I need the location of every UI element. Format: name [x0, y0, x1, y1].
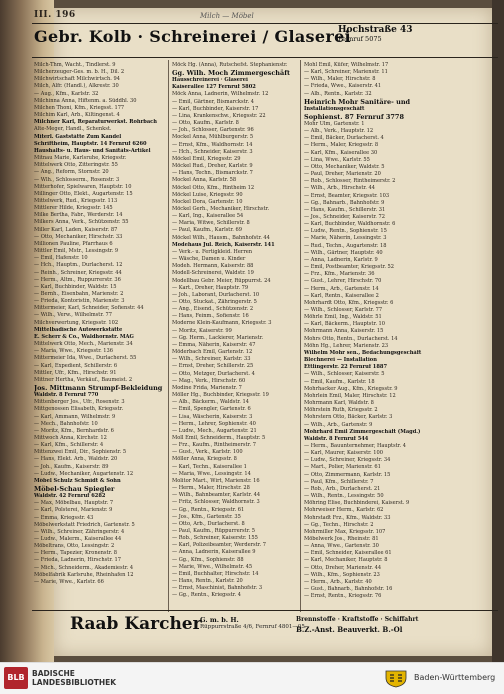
directory-entry: — Wilh., Schreiner, Karlstr. 33 — [172, 356, 251, 363]
directory-entry: Modeh. Hermann, Kaiserstr. 88 — [172, 263, 254, 270]
directory-entry: — Karl, Polizeibeamter, Werderstr. 7 — [172, 542, 267, 549]
directory-column-3 — [304, 62, 432, 610]
directory-entry: — Frz., Kaufm., Rintheimerstr. 7 — [172, 442, 256, 449]
directory-entry: — Ernst, Beamter, Kriegsstr. 103 — [304, 192, 390, 199]
directory-entry: — Maria, Wwe., Lessingstr. 14 — [172, 470, 251, 477]
directory-entry: Mockel Anna, Karlstr. 58 — [172, 177, 237, 184]
page-edge — [492, 0, 504, 662]
directory-entry: Möbeltrans, Otto, Lessingstr. 2 — [34, 543, 115, 550]
directory-entry: — Ang., Reform, Stornstr. 20 — [34, 169, 109, 176]
directory-entry: Mockel Anna, Mühlburgerstr. 5 — [172, 134, 254, 141]
directory-entry: Möller Hg., Buchbinder, Kriegsstr. 19 — [172, 392, 269, 399]
page-number: III. 196 — [34, 10, 76, 20]
directory-entry: — Herm., Arb., Gartenstr. 14 — [304, 285, 379, 292]
directory-entry: Möck Hg. (Anna), Rutschefst. Stephanienstr. — [172, 62, 288, 68]
directory-entry: Mohl Emil, Küfer, Wilhelmstr. 17 — [304, 62, 389, 68]
directory-entry: Mitnau Marie, Karlsruhe, Kriegsstr. — [34, 155, 127, 162]
directory-entry: — Karl, Ing., Kaiserallee 54 — [172, 213, 244, 220]
directory-entry: — Paul, Kaufm., Karlstr. 69 — [172, 227, 242, 234]
directory-entry: — Herm., Maler, Kriegsstr. 8 — [304, 142, 379, 149]
directory-entry: — Emil, Spengler, Gartenstr. 6 — [172, 406, 251, 413]
directory-entry: — Wilh., Schlosser, Kaiserstr. 5 — [304, 371, 385, 378]
directory-entry: — Joh., Kaufm., Kaiserstr. 89 — [34, 463, 109, 470]
directory-entry: Möckel Rud., Dreher, Karlstr. 9 — [172, 163, 253, 170]
directory-entry: Modine Frida, Marienstr. 7 — [172, 384, 242, 391]
directory-entry: — Otto, Kaufm., Karlstr. 8 — [172, 120, 239, 127]
directory-entry: — Otto, Arb., Durlacherst. 8 — [172, 520, 245, 527]
directory-entry: — Marie, Wwe., Karlstr. 66 — [34, 578, 104, 585]
directory-entry: — Ludw., Mech., Augartenstr. 21 — [172, 427, 257, 434]
directory-entry: — Karl, Kfm., Kaiserallee 30 — [304, 149, 378, 156]
directory-entry: Mohrmann Karl, Waldstr. 8 — [304, 400, 374, 407]
directory-entry: Möhrle Emil, Ing., Waldstr. 51 — [304, 314, 382, 321]
directory-entry: — Hch., Schneider, Kaiserstr. 3 — [172, 148, 253, 155]
directory-entry: Mohr Ulm, Gartenstr. 1 — [304, 120, 365, 127]
directory-entry: Mittwoch Anna, Kirchstr. 12 — [34, 434, 107, 441]
directory-entry: Alte-Meger, Handl., Schenkst. — [34, 126, 112, 133]
directory-entry: — Karl, Mechaniker, Hauptstr. 8 — [304, 557, 388, 564]
directory-entry: — Emil, Schneider, Kaiserallee 61 — [304, 550, 392, 557]
directory-entry: Möbel Schulz Schmidt & Sohn — [34, 477, 121, 484]
directory-entry: Möckel Emil, Kriegsstr. 29 — [172, 155, 241, 162]
directory-entry: — Reinh., Schreiner, Kriegsstr. 44 — [34, 269, 122, 276]
directory-entry: — Emil, Kaufm., Karlstr. 18 — [304, 378, 375, 385]
state-coat-of-arms-icon — [382, 668, 410, 688]
directory-entry: Mittler, Ufr., Kfm., Hirschstr. 91 — [34, 369, 117, 376]
directory-entry: — Hans, Elekt. Arb., Waldstr. 20 — [34, 456, 118, 463]
directory-entry: — Moritz, Kfm., Bernhardstr. 6 — [34, 427, 114, 434]
directory-entry: — Rob., Schlosser, Rintheimerstr. 2 — [304, 178, 396, 185]
directory-entry: — Lina, Krankenschw., Kriegsstr. 22 — [172, 112, 266, 119]
footer-ad-gmbh: G. m. b. H. — [200, 616, 239, 624]
directory-entry: — Gust., Bahnarb., Bahnhofstr. 16 — [304, 586, 393, 593]
directory-entry: Möhring Elise, Buchbinderei, Kaiserst. 9 — [304, 500, 410, 507]
directory-entry: Mittler Emil, Mstr., Lessingstr. 9 — [34, 248, 119, 255]
directory-entry: — Herm., Lehrer, Sophienstr. 40 — [172, 420, 256, 427]
directory-entry: Hausschreinerei · Glaserei — [172, 77, 248, 84]
directory-column-2 — [172, 62, 299, 610]
directory-entry: Mittelwerk Otto, Mech., Marienstr. 34 — [34, 341, 133, 348]
directory-entry: Mittermeier, Karl, Schneider, Sofienstr. 44 — [34, 305, 144, 312]
directory-entry: Milke Bertha, Fabr., Werderstr. 14 — [34, 212, 123, 219]
directory-entry: — Mag., Verk., Hirschstr. 60 — [172, 377, 246, 384]
directory-entry: — Herm., Bauunternehmer, Hauptstr. 4 — [304, 442, 407, 449]
directory-entry: Millionen Pauline, Pfarrhaus 6 — [34, 240, 113, 247]
directory-entry: — Anna, Wwe., Gartenstr. 30 — [304, 543, 379, 550]
directory-entry: — Karl, Kfm., Schillerstr. 4 — [34, 442, 104, 449]
directory-entry: Milchwirtschaft Milchwirtsch. 94 — [34, 76, 120, 83]
directory-entry: Milcherzeuger-Ges. m. b. H., Dil. 2 — [34, 69, 125, 76]
directory-entry: Mittenberger Jos., Ufr., Rosenstr. 3 — [34, 399, 125, 406]
directory-entry: — Frieda, Kontoristin, Marienstr. 3 — [34, 298, 125, 305]
directory-entry: Möbel-Schau Spiegler — [34, 485, 115, 494]
directory-entry: — Ludw., Malerm., Kaiserallee 44 — [34, 536, 122, 542]
directory-entry: — Alb., Verk., Hauptstr. 12 — [304, 128, 374, 135]
directory-entry: — Karl, Expedient, Schillerstr. 6 — [34, 362, 118, 369]
directory-entry: — Hans, Feinm., Sofienstr. 16 — [172, 313, 249, 320]
directory-entry: Gg. Wilh. Moch Zimmergeschäft — [172, 69, 291, 78]
directory-entry: — Otto, Mechaniker, Waldstr. 5 — [304, 163, 385, 170]
directory-entry: Molitor Mart., Wirt, Marienstr. 16 — [172, 477, 260, 484]
directory-entry: — Karl, Schreiner, Marienstr. 11 — [304, 69, 388, 76]
directory-entry: Mittermeier Ida, Wwe., Durlacherst. 55 — [34, 355, 137, 362]
running-head: Milch — Möbel — [200, 12, 254, 20]
directory-entry: — Karl, Buchbinder, Waldstr. 15 — [34, 283, 117, 290]
directory-entry: — Rob., Arb., Durlacherst. 21 — [304, 485, 381, 492]
state-name: Baden-Württemberg — [414, 673, 496, 682]
directory-entry: — Karl, Techn., Kaiserallee 1 — [172, 463, 247, 470]
directory-entry: Milchen Thoni, Kfm., Kriegsst. 177 — [34, 104, 125, 111]
directory-entry: — Gg., Bahnarb., Bahnhofstr. 9 — [304, 199, 385, 206]
viewer-footer-bar — [0, 662, 504, 694]
directory-entry: Möbelwerk Jos., Rheinstr. 81 — [304, 536, 379, 542]
directory-entry: — Paul, Kfm., Schillerstr. 7 — [304, 478, 374, 485]
directory-entry: Milkers Anna, Verk., Schützenstr. 55 — [34, 219, 129, 226]
directory-entry: Milch-Thm, Wacht., Tindlerst. 9 — [34, 62, 116, 68]
directory-entry: Mohrhardt Otto, Kfm., Kriegsstr. 6 — [304, 299, 394, 306]
directory-entry: Mohrs Otto, Rentn., Durlacherst. 14 — [304, 335, 398, 342]
directory-entry: — Wilh., Kfm., Sophienstr. 23 — [304, 571, 380, 578]
directory-entry: — Hch., Hauptm., Durlacherst. 12 — [34, 262, 123, 269]
directory-entry: Möbelwerkstatt Friedrich, Gartenstr. 5 — [34, 521, 135, 528]
directory-entry: — Otto, Stuckat., Zähringerstr. 5 — [172, 299, 257, 305]
directory-entry: Möbelfabrik Karlsruhe, Rheinhafen 12 — [34, 571, 134, 578]
directory-entry: — Emil, Bäcker, Durlacherst. 4 — [304, 135, 384, 142]
directory-entry: — Karl, Maurer, Kaiserstr. 100 — [304, 450, 383, 457]
directory-entry: — Hans, Kaufm., Schillerstr. 31 — [304, 206, 386, 213]
directory-entry: — Moritz, Kaiserstr. 99 — [172, 327, 232, 334]
directory-entry: — Marie, Näherin, Lessingstr. 3 — [304, 235, 387, 242]
directory-entry: Installationsgeschäft — [304, 105, 365, 112]
directory-entry: Mittgenossen Elisabeth, Kriegsstr. — [34, 406, 124, 413]
directory-entry: — Gust., Verk., Karlstr. 100 — [172, 449, 243, 456]
directory-entry: Haushalts- u. Haus- und Sanitäts-Artikel — [34, 147, 151, 154]
directory-entry: — Emma, Näherin, Kaiserstr. 47 — [172, 341, 256, 348]
directory-entry: — Anna, Ladnerin, Kaiserallee 9 — [172, 549, 256, 556]
directory-entry: — Wilh., Arb., Hirschstr. 44 — [304, 185, 375, 192]
directory-entry: — Joh., Laborant, Durlacherst. 10 — [172, 291, 260, 298]
directory-entry: E. Scherr & Co., Waldhornstr. MAG — [34, 333, 134, 340]
directory-entry: Sophienst. 87 Fernruf 3778 — [304, 112, 404, 121]
directory-entry: Jos. Mittmann Strumpf-Bekleidung — [34, 384, 163, 393]
directory-entry: Möderbach Emil, Gartenstr. 12 — [172, 349, 253, 356]
directory-entry: Kaiserallee 127 Fernruf 5802 — [172, 84, 256, 91]
directory-entry: — Karl, Ammann, Wilhelmstr. 9 — [34, 413, 116, 420]
directory-entry: Mockel Dora, Gartenstr. 10 — [172, 198, 243, 205]
directory-entry: Wilhelm Mohr sen., Bedachungsgeschäft — [304, 349, 422, 356]
directory-entry: — Frieda, Wwe., Kaiserstr. 41 — [304, 83, 382, 90]
directory-entry: — Karl, Buchbinder, Kaiserstr. 17 — [172, 105, 259, 112]
directory-entry: — Gg., Rentn., Kriegsstr. 4 — [172, 592, 241, 599]
directory-entry: — Ernst, Rentn., Kriegsstr. 76 — [304, 593, 382, 600]
directory-entry: Mohrhacker Aug., Kfm., Kriegsstr. 9 — [304, 385, 398, 392]
directory-entry: — Lisa, Wäscherin, Kaiserstr. 3 — [172, 413, 253, 420]
directory-entry: Mohrstadt Frz., Kfm., Waldstr. 33 — [304, 514, 391, 521]
directory-entry: — Emil, Hafenstr. 10 — [34, 255, 88, 262]
directory-entry: — Gg., Rentn., Kriegsstr. 61 — [172, 506, 245, 513]
directory-entry: — Gust., Lehrer, Hirschstr. 70 — [304, 278, 382, 285]
directory-entry: Milchner Karl, Reparaturwerkst. Rohrbach — [34, 119, 157, 126]
directory-entry: Modellbau Gebr. Meier, Rüppurrst. 24 — [172, 277, 271, 284]
directory-entry: — Karl, Polsterei, Marienstr. 9 — [34, 507, 113, 514]
directory-entry: Milchim Karl, Arb., Kiltingenst. 4 — [34, 112, 120, 119]
directory-entry: — Herm., Maler, Hirschstr. 28 — [172, 485, 250, 492]
directory-entry: — Ang., Eisend., Schützenstr. 2 — [172, 306, 254, 313]
directory-entry: — Wlh., Schlosserm., Rosenstr. 3 — [34, 176, 120, 183]
directory-entry: Milchverwertung, Kriegsstr. 102 — [34, 319, 119, 326]
directory-entry: — Wilh., Schlosser, Karlstr. 77 — [304, 307, 383, 313]
directory-entry: — Wilh., Verw., Wilhelmstr. 77 — [34, 312, 112, 319]
directory-entry: — Maria, Witwe, Schillerstr. 8 — [172, 220, 250, 227]
ad-banner-phone: Fernruf 5075 — [338, 35, 382, 43]
directory-entry: — Gg., Techn., Hirschstr. 2 — [304, 521, 374, 528]
directory-entry: — Emil, Gärtner, Bismarckstr. 4 — [172, 98, 254, 105]
directory-entry: Modell-Schreinerei, Waldstr. 19 — [172, 270, 254, 277]
directory-entry: Moll Emil, Schneiderm., Hauptstr. 5 — [172, 434, 266, 441]
ad-banner-name: Gebr. Kolb · Schreinerei / Glaserei — [34, 27, 351, 46]
library-name — [32, 669, 116, 687]
directory-entry: Mittner Hertha, Verkäuf., Baumeist. 2 — [34, 376, 133, 383]
library-name-line2: LANDESBIBLIOTHEK — [32, 678, 117, 687]
directory-entry: Modehaus Jul. Reich, Kaiserstr. 141 — [172, 241, 275, 248]
directory-entry: — Aug., Kfm., Karlstr. 32 — [34, 90, 99, 97]
directory-entry: — Marie, Wwe., Wilhelmstr. 45 — [172, 563, 253, 570]
directory-entry: — Ernst, Kfm., Waldhornstr. 14 — [172, 141, 253, 148]
directory-entry: — Wilh., Maler, Hirschstr. 8 — [304, 76, 376, 83]
directory-entry: Mittlerer Hilde, Kriegsstr. 145 — [34, 205, 113, 212]
directory-entry: — Karl, Buchbinder, Waldhornstr. 6 — [304, 221, 396, 228]
directory-entry: Mohrlein Emil, Maler, Hirschstr. 12 — [304, 392, 396, 399]
directory-entry: — Mich., Schneiderm., Akademiestr. 4 — [34, 564, 134, 571]
directory-entry: — Emil, Buchhalter, Hirschstr. 14 — [172, 570, 259, 577]
directory-entry: — Max, Möbelbau, Hauptstr. 7 — [34, 500, 114, 507]
footer-ad-name: Raab Karcher — [70, 614, 202, 634]
directory-entry: — Jos., Schneider, Kaiserstr. 72 — [304, 213, 386, 220]
directory-entry: Mittelbadische Autowerkstätte — [34, 326, 123, 333]
header-rule — [32, 23, 498, 24]
blb-logo[interactable]: BLB — [4, 667, 28, 689]
directory-entry: — Frieda, Ladnerin, Hirschstr. 17 — [34, 557, 121, 564]
directory-entry: — Maria, Wwe., Kriegsstr. 136 — [34, 348, 114, 355]
directory-entry: Blechnerei — Installation — [304, 357, 377, 364]
directory-entry: Milch, Alfr. (Handl.), Alkrestr. 30 — [34, 83, 119, 90]
directory-entry: Mohrhard Emil Zimmergeschäft (Magd.) — [304, 428, 421, 435]
ad-banner-street: Hochstraße 43 — [338, 25, 413, 35]
directory-entry: Waldstr. 8 Fernruf 770 — [34, 392, 99, 399]
footer-ad-services-2: B.Z.-Anst. Beauverkt. B.-Ol — [296, 625, 403, 634]
directory-entry: — Wilh., Bahnbeamter, Karlstr. 44 — [172, 492, 261, 499]
directory-entry: — Wilh., Schreiner, Zähringerstr. 4 — [34, 528, 125, 535]
directory-entry: — Mech., Bahnhofstr. 10 — [34, 420, 98, 427]
directory-entry: Möller Anna, Kriegsstr. 8 — [172, 456, 237, 463]
directory-entry: — Lina, Wwe., Karlstr. 55 — [304, 156, 370, 163]
directory-entry: — Ernst, Maschinist, Bahnhofstr. 3 — [172, 585, 263, 592]
directory-entry: — Ludw., Rentn., Sophienstr. 15 — [304, 228, 387, 235]
directory-entry: Ettlingerstr. 22 Fernruf 1887 — [304, 364, 387, 371]
ad-banner-address — [338, 25, 433, 43]
directory-entry: Mittelwerk Otto, Zitteringstr. 55 — [34, 162, 118, 169]
directory-entry: Mittenzwei Emil, Dir., Sophienstr. 5 — [34, 449, 127, 456]
directory-entry: Mohrmiller Max, Kriegsstr. 107 — [304, 528, 386, 535]
directory-entry: — Karl, Bäckerm., Hauptstr. 10 — [304, 321, 386, 328]
directory-entry: — Paul, Kaufm., Rüppurrerstr. 5 — [172, 528, 256, 534]
directory-entry: — Otto, Mechaniker, Hirschstr. 33 — [34, 233, 123, 240]
directory-entry: Millinger Otto, Elekt., Augartenstr. 15 — [34, 190, 133, 197]
directory-entry: — Mart., Polier, Marienstr. 61 — [304, 464, 381, 471]
directory-entry: — Rud., Techn., Augartenstr. 18 — [304, 242, 387, 249]
footer-ad-street: Rüppurrstraße 4/6, Fernruf 4801—05 — [200, 624, 305, 630]
directory-entry: — Ernst, Dreher, Schillerstr. 25 — [172, 363, 254, 370]
directory-entry: — Frz., Kfm., Marienstr. 36 — [304, 271, 375, 278]
directory-entry: — Jos., Kfm., Gartenstr. 35 — [172, 513, 241, 520]
directory-entry: Miterl. Gaststätte Zum Kandel — [34, 133, 122, 140]
directory-entry: — Joh., Schlosser, Gartenstr. 96 — [172, 127, 254, 134]
directory-entry: — Hans, Rentn., Karlstr. 20 — [172, 578, 243, 585]
directory-entry: — Wilh., Arb., Gartenstr. 9 — [304, 421, 373, 428]
directory-entry: Möckel Otto, Kfm., Rintheim 12 — [172, 184, 255, 191]
directory-entry: — Bernh., Eisenbahn, Marienstr. 2 — [34, 291, 124, 297]
library-name-line1: BADISCHE — [32, 669, 75, 678]
directory-entry: Möck Anna, Ladnerin, Wilhelmstr. 12 — [172, 91, 269, 98]
directory-entry: — Herm., Tapezier, Kronenstr. 8 — [34, 550, 117, 557]
directory-entry: Heinrich Mohr Sanitäre- und — [304, 97, 411, 106]
directory-entry: — Herm., Arb., Karlstr. 40 — [304, 578, 372, 585]
directory-entry: — Herm., Altm., Ruppurrerstr. 36 — [34, 276, 121, 283]
directory-entry: — Otto, Dreher, Marienstr. 44 — [304, 564, 382, 571]
directory-entry: Waldstr. 8 Fernruf 544 — [304, 435, 369, 442]
directory-entry: — Alb., Rentn., Karlstr. 32 — [304, 90, 372, 97]
directory-entry: — Otto, Metzger, Durlacherst. 4 — [172, 370, 255, 377]
footer-ad-services: Brennstoffe · Kraftstoffe · Schiffahrt — [296, 616, 419, 623]
directory-entry: Mitterhofer, Spielwaren, Hauptstr. 10 — [34, 183, 132, 190]
directory-entry: — Wäsche, Damen u. Kinder — [172, 256, 246, 263]
directory-entry: Mohrstern Otto, Bäcker, Karlstr. 3 — [304, 414, 393, 421]
directory-entry: — Kart., Dreher, Hauptstr. 79 — [172, 284, 249, 291]
directory-entry: — Paul, Dreher, Marienstr. 20 — [304, 171, 381, 178]
directory-entry: — Wilh., Gärtner, Hauptstr. 40 — [304, 249, 383, 256]
directory-entry: — Ludw., Schreiner, Kriegsstr. 34 — [304, 457, 391, 464]
column-divider — [168, 60, 169, 612]
directory-entry: — Otto, Zimmermann, Karlstr. 15 — [304, 471, 391, 478]
directory-entry: — Ludw., Mechaniker, Augartenstr. 12 — [34, 470, 134, 477]
directory-entry: — Emma, Kriegsstr. 43 — [34, 514, 94, 521]
directory-entry: Möckel Luise, Kriegsstr. 90 — [172, 191, 243, 198]
column-divider — [300, 60, 301, 612]
banner-rule — [32, 57, 498, 58]
directory-entry: — Alb., Bäckerm., Waldstr. 14 — [172, 399, 249, 406]
footer-ad — [34, 614, 434, 646]
directory-entry: — Wilh., Rentn., Lessingstr. 50 — [304, 493, 384, 500]
directory-entry: — Gg., Kfm., Sophienstr. 88 — [172, 556, 244, 563]
directory-column-1 — [34, 62, 164, 610]
directory-entry: Waldstr. 42 Fernruf 6282 — [34, 493, 106, 500]
directory-entry: — Anna, Ladnerin, Karlstr. 9 — [304, 256, 378, 263]
directory-entry: — Emil, Postbeamter, Kriegsstr. 52 — [304, 264, 395, 271]
directory-entry: — Verk.- u. Fertigkleid. Herren — [172, 248, 253, 255]
directory-entry: — Karl, Rentn., Kaiserallee 2 — [304, 292, 379, 299]
directory-entry: — Hans, Techn., Bismarckstr. 7 — [172, 170, 253, 177]
directory-entry: Moderne Klein-Kaufmann, Kriegsstr. 3 — [172, 320, 272, 327]
directory-entry: Mohrweiser Herm., Karlstr. 62 — [304, 507, 384, 514]
directory-entry: — Fritz, Schlosser, Waldhornstr. 3 — [172, 499, 260, 506]
directory-entry: Möhn Hg., Lehrer, Marienstr. 23 — [304, 342, 389, 349]
footer-rule — [32, 610, 498, 611]
directory-entry: Möckel Gerh., Mechaniker, Hirschstr. — [172, 205, 270, 212]
directory-entry: Möckel Wilh., Hausm., Bahnhofstr. 44 — [172, 234, 270, 241]
directory-entry: Mittelwerk, Rud., Kriegsstr. 113 — [34, 197, 118, 204]
directory-entry: Mohrmann Anna, Kaiserstr. 15 — [304, 328, 384, 335]
directory-entry: Schriftheim, Hauptstr. 14 Fernruf 6260 — [34, 140, 147, 147]
directory-entry: Miller Karl, Laden, Kaiserstr. 87 — [34, 226, 118, 233]
directory-entry: Möhrstein Ruth, Kriegsstr. 2 — [304, 407, 378, 414]
directory-entry: — Rob., Schreiner, Kaiserstr. 155 — [172, 535, 258, 542]
directory-entry: Milchinna Anna, Hiftenm. a. Süddhl. 30 — [34, 97, 137, 104]
directory-entry: — Gg. Herm., Lackierer, Marienstr. — [172, 334, 264, 341]
